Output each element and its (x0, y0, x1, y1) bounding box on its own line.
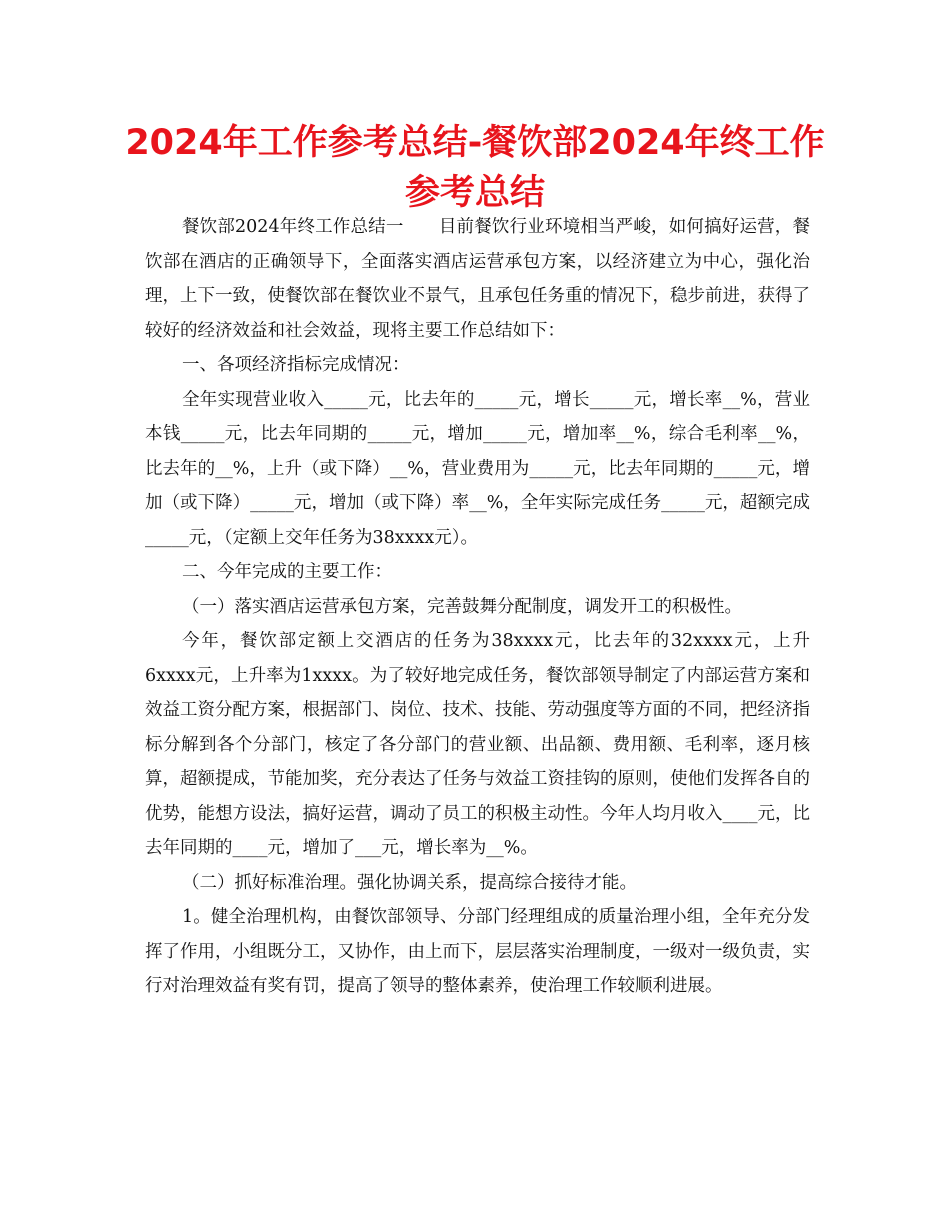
document-title: 2024年工作参考总结-餐饮部2024年终工作参考总结 (125, 123, 825, 213)
paragraph-intro: 餐饮部2024年终工作总结一 目前餐饮行业环境相当严峻，如何搞好运营，餐饮部在酒店的正确领导下，全面落实酒店运营承包方案，以经济建立为中心，强化治理，上下一致，使餐饮部在餐饮业不景气，且承包任务重的情况下，稳步前进，获得了较好的经济效益和社会效益，现将主要工作总结如下： (145, 217, 810, 341)
subsection-heading-2: （二）抓好标准治理。强化协调关系，提高综合接待才能。 (182, 872, 637, 893)
paragraph-contract-plan: 今年，餐饮部定额上交酒店的任务为38xxxx元，比去年的32xxxx元，上升6xxxx元，上升率为1xxxx。为了较好地完成任务，餐饮部领导制定了内部运营方案和效益工资分配方案，根据部门、岗位、技术、技能、劳动强度等方面的不同，把经济指标分解到各个分部门，核定了各分部门的营业额、出品额、费用额、毛利率，逐月核算，超额提成，节能加奖，充分表达了任务与效益工资挂钩的原则，使他们发挥各自的优势，能想方设法，搞好运营，调动了员工的积极主动性。今年人均月收入____元，比去年同期的____元，增加了___元，增长率为__%。 (145, 631, 810, 858)
subsection-heading-1: （一）落实酒店运营承包方案，完善鼓舞分配制度，调发开工的积极性。 (182, 596, 742, 617)
paragraph-economic-indicators: 全年实现营业收入_____元，比去年的_____元，增长_____元，增长率__%，营业本钱_____元，比去年同期的_____元，增加_____元，增加率__%，综合毛利率__%，比去年的__%，上升（或下降）__%，营业费用为_____元，比去年同期的_____元，增加（或下降）_____元，增加（或下降）率__%，全年实际完成任务_____元，超额完成_____元，（定额上交年任务为38xxxx元）。 (145, 389, 810, 548)
document-body (145, 210, 810, 1004)
paragraph-management-structure: 1。健全治理机构，由餐饮部领导、分部门经理组成的质量治理小组，全年充分发挥了作用，小组既分工，又协作，由上而下，层层落实治理制度，一级对一级负责，实行对治理效益有奖有罚，提高了领导的整体素养，使治理工作较顺利进展。 (145, 907, 810, 996)
section-heading-economic-indicators: 一、各项经济指标完成情况： (182, 355, 410, 375)
section-heading-main-work: 二、今年完成的主要工作： (182, 562, 392, 582)
